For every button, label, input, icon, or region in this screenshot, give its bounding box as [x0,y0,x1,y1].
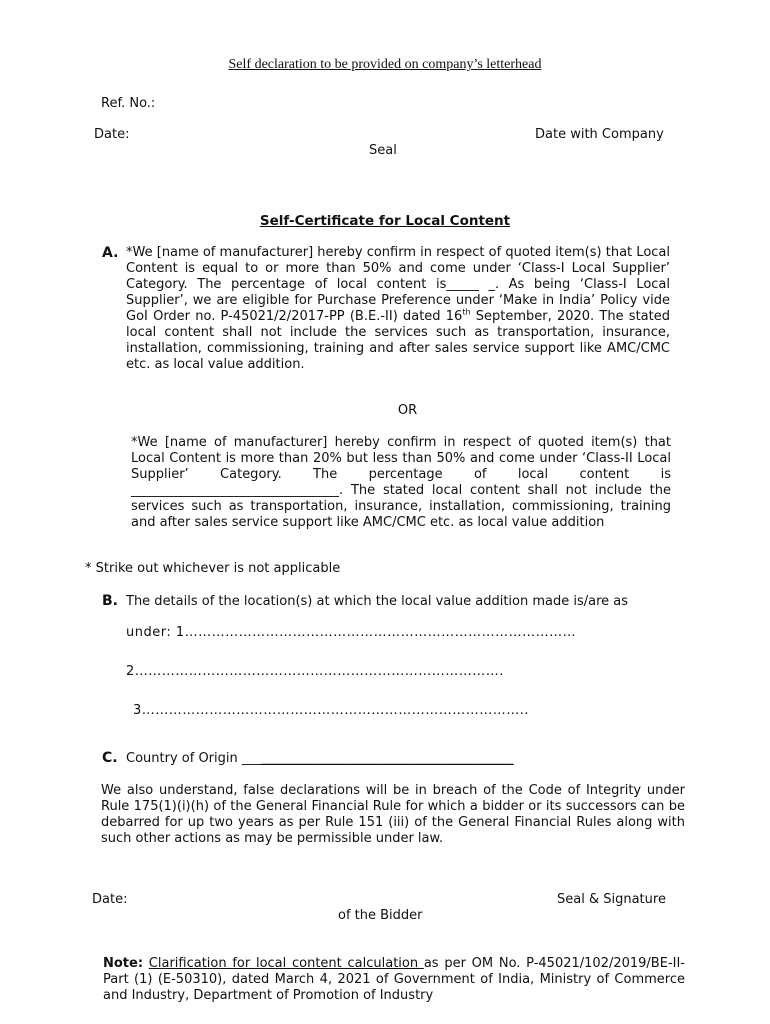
footer-date-label: Date: [92,892,128,907]
note-paragraph [103,956,685,1004]
note-text: as per OM No. P-45021/102/2019/BE-II-Part (1) (E-50310), dated March 4, 2021 of Government of India, Ministry of Commerce and Industry, Department of Promotion of Industry [103,956,685,1003]
of-the-bidder-label: of the Bidder [338,908,423,923]
country-of-origin-label: Country of Origin ___ [126,751,262,766]
certificate-title: Self-Certificate for Local Content [259,213,511,229]
seal-signature-label: Seal & Signature [557,892,666,907]
section-a-paragraph-1 [126,245,670,373]
ref-no-label: Ref. No.: [101,96,156,111]
section-a-para1-text: *We [name of manufacturer] hereby confirm in respect of quoted item(s) that Local Content is equal to or more than 50% and come under ‘Class-I Local Supplier’ Category. The percentage of local content is_____ _. As being ‘Class-I Local Supplier’, we are eligible for Purchase Preference under ‘Make in India’ Policy vide GoI Order no. P-45021/2/2017-PP (B.E.-II) dated 16 [126,245,670,324]
country-of-origin-blank: ________________________________________ [261,751,514,766]
declaration-understanding: We also understand, false declarations will be in breach of the Code of Integrity under Rule 175(1)(i)(h) of the General Financial Rule for which a bidder or its successors can be debarred for up two years as per Rule 151 (iii) of the General Financial Rules along with such other actions as may be permissible under law. [101,783,685,846]
section-a-superscript: th [462,307,471,317]
section-a-para1-continued: September, 2020. The stated local content shall not include the services such as transportation, insurance, installation, commissioning, training and after sales service support like AMC/CMC etc. as local value addition. [126,309,670,372]
date-with-seal-label: Date with Company [535,127,664,142]
location-line-1: under: 1…………………………………………………………………………… [126,625,577,640]
date-label: Date: [94,127,130,142]
clarification-link[interactable]: Clarification for local content calculation [148,956,424,971]
section-a-marker: A. [102,245,119,261]
note-label: Note: [103,956,144,971]
country-of-origin [126,751,513,767]
section-b-text: The details of the location(s) at which the local value addition made is/are as [126,594,629,609]
or-separator: OR [397,403,418,418]
location-line-2: 2………………………………………………………………………. [126,664,504,679]
location-line-3: 3………………………………………………………………………….. [133,703,530,718]
letterhead-instruction: Self declaration to be provided on company’s letterhead [228,57,542,72]
section-b-marker: B. [102,593,118,609]
seal-label: Seal [369,143,397,158]
section-a-paragraph-2: *We [name of manufacturer] hereby confirm in respect of quoted item(s) that Local Content is more than 20% but less than 50% and come under ‘Class-II Local Supplier’ Category. The percentage of local content is ________________________________. The stated local content shall not include the services such as transportation, insurance, installation, commissioning, training and after sales service support like AMC/CMC etc. as local value addition [131,435,671,530]
strike-out-note: * Strike out whichever is not applicable [85,561,341,576]
section-c-marker: C. [102,750,118,766]
